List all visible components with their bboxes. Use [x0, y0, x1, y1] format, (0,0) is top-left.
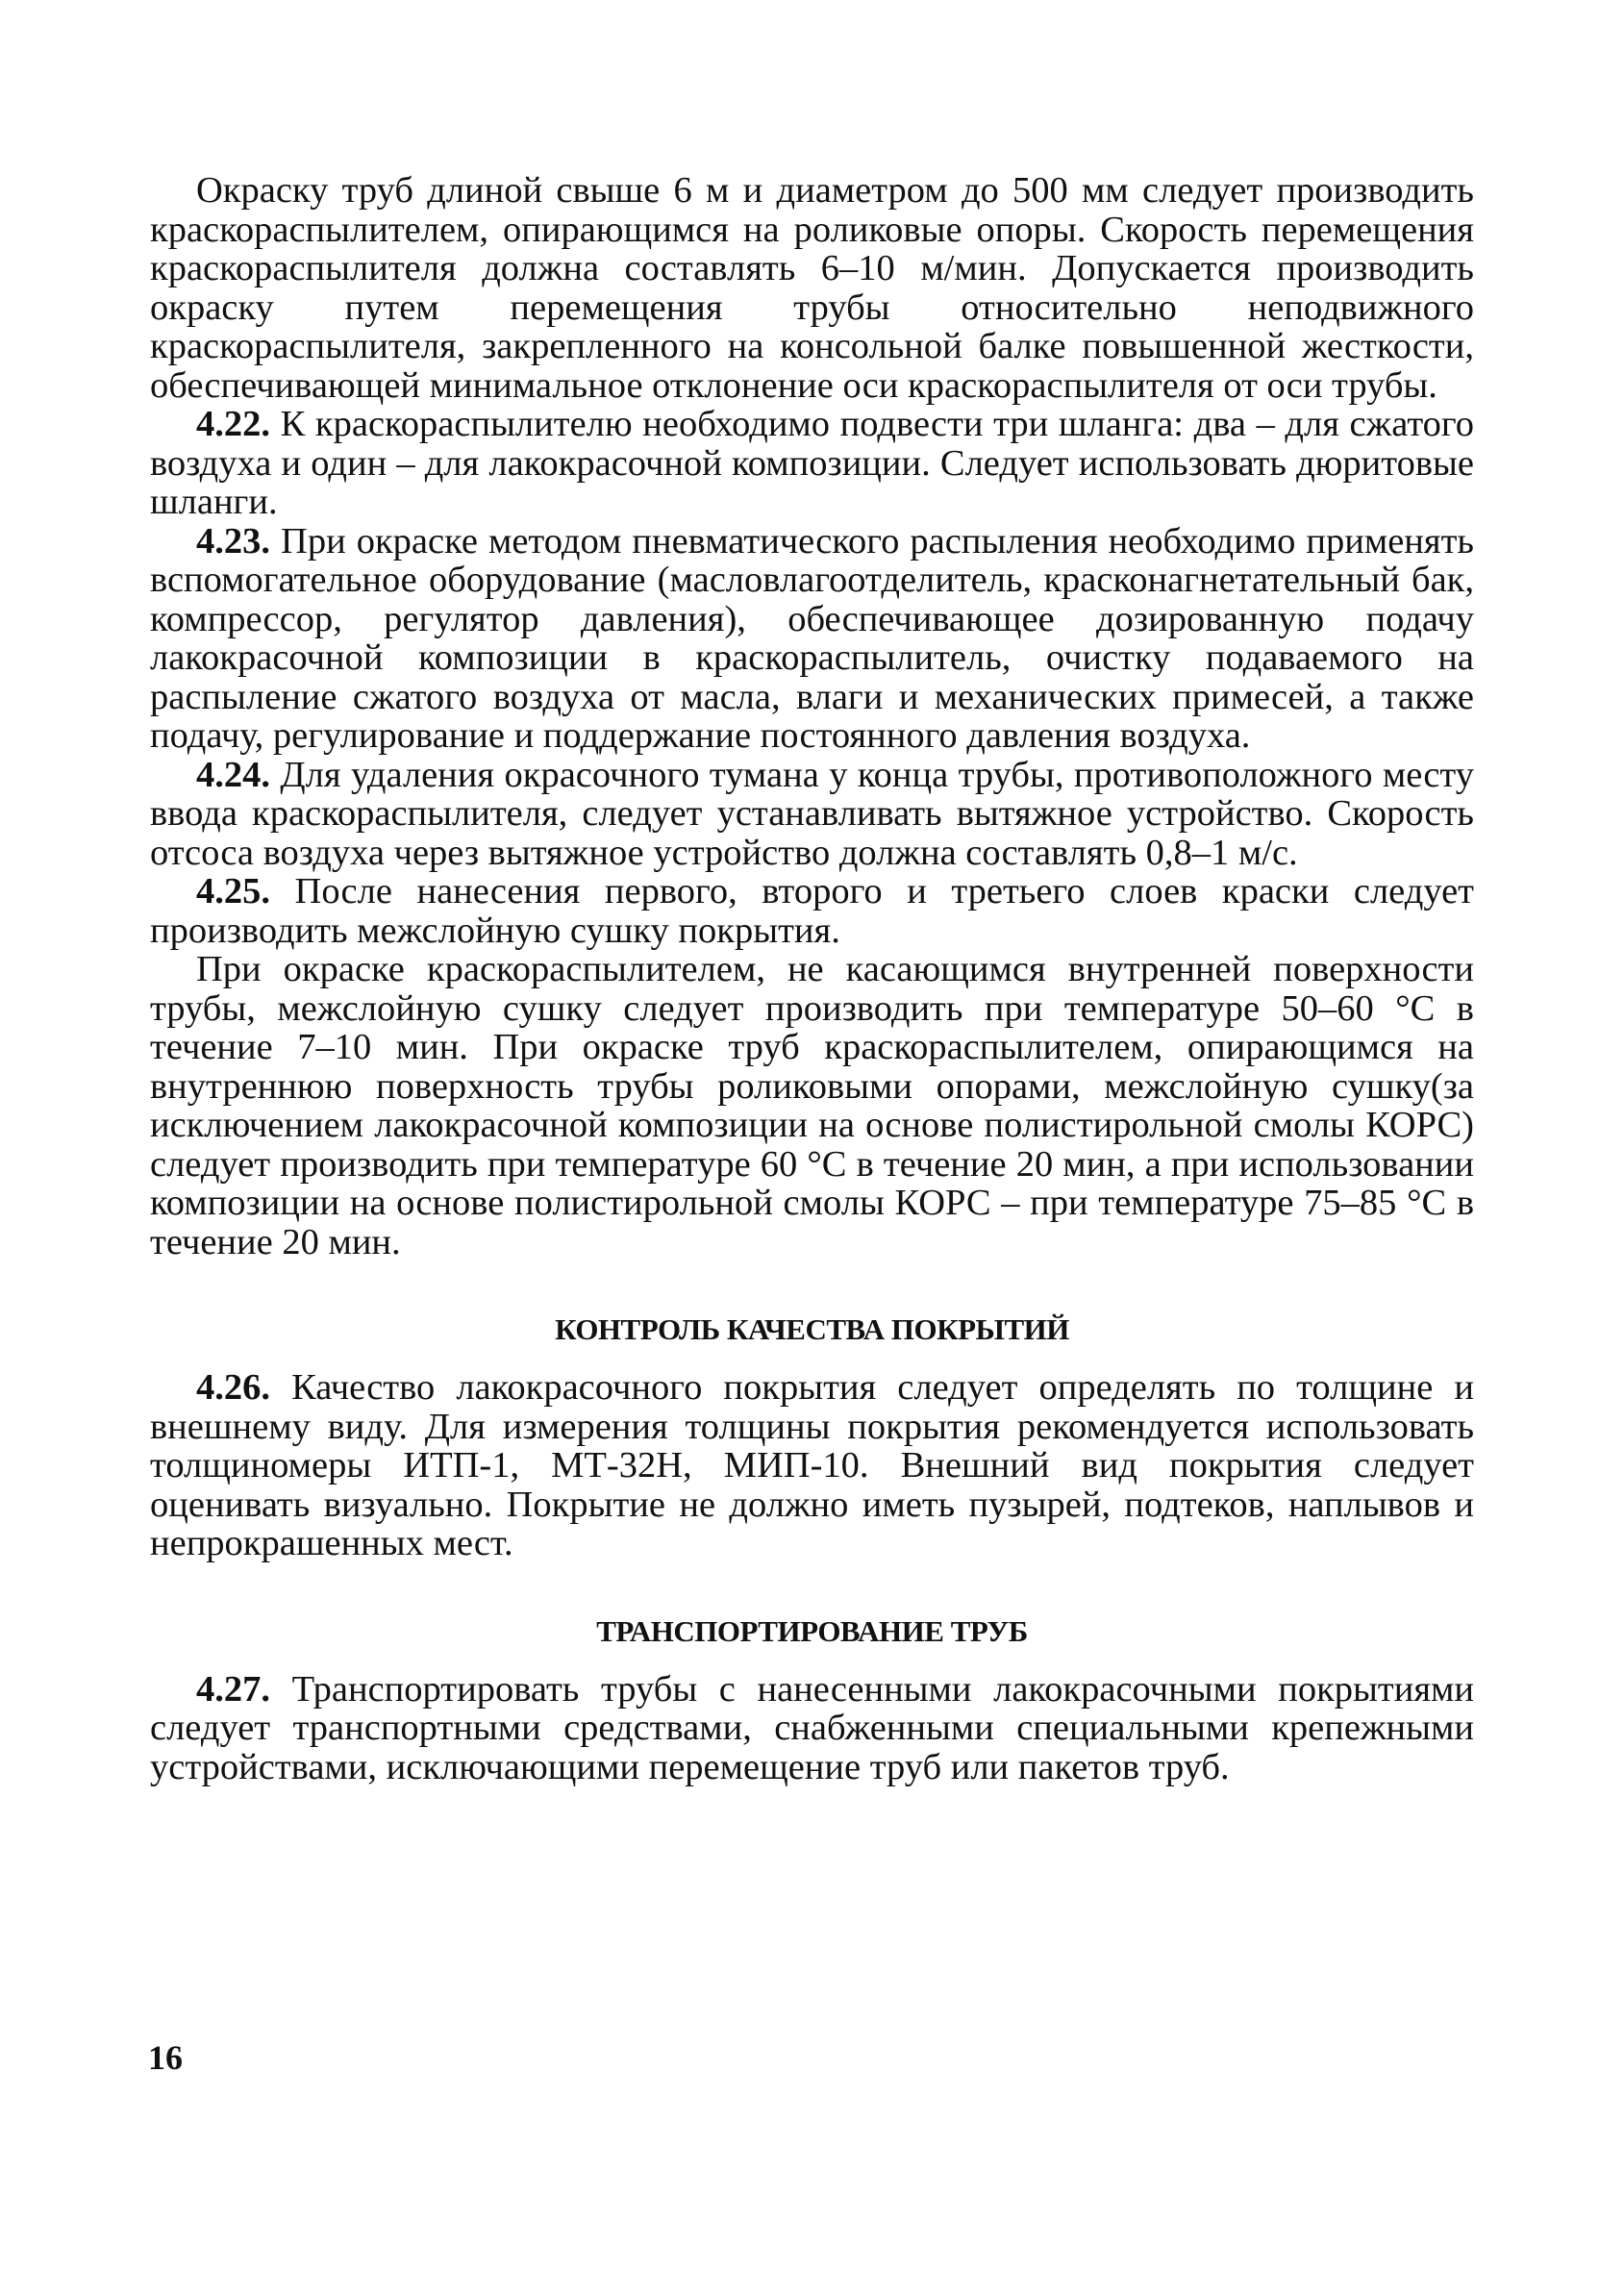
- paragraph-4-22: [150, 405, 1474, 522]
- paragraph-number: 4.23.: [196, 520, 270, 562]
- paragraph-text: После нанесения первого, второго и третьего слоев краски следует производить межслойную сушку покрытия.: [150, 871, 1474, 951]
- paragraph-text: К краскораспылителю необходимо подвести три шланга: два – для сжатого воздуха и один – для лакокрасочной композиции. Следует использовать дюритовые шланги.: [150, 404, 1474, 522]
- spacer: [150, 1349, 1474, 1368]
- paragraph-4-27: [150, 1670, 1474, 1787]
- paragraph-number: 4.25.: [196, 871, 270, 911]
- paragraph-text: Качество лакокрасочного покрытия следует определять по толщине и внешнему виду. Для измерения толщины покрытия рекомендуется использовать толщиномеры ИТП-1, МТ-32Н, МИП-10. Внешний вид покрытия следует оценивать визуально. Покрытие не должно иметь пузырей, подтеков, наплывов и непрокрашенных мест.: [150, 1367, 1474, 1563]
- paragraph-text: При окраске методом пневматического распыления необходимо применять вспомогательное оборудование (масловлагоотделитель, красконагнетательный бак, компрессор, регулятор давления), обеспечивающее дозированную подачу лакокрасочной композиции в краскораспылитель, очистку подаваемого на распыление сжатого воздуха от масла, влаги и механических примесей, а также подачу, регулирование и поддержание постоянного давления воздуха.: [150, 520, 1474, 756]
- page-number: 16: [148, 2038, 183, 2077]
- section-heading-quality-control: КОНТРОЛЬ КАЧЕСТВА ПОКРЫТИЙ: [555, 1312, 1069, 1346]
- paragraph-4-24: [150, 756, 1474, 873]
- spacer: [150, 1651, 1474, 1670]
- paragraph-4-23: [150, 522, 1474, 756]
- spacer: [150, 1563, 1474, 1612]
- paragraph-text: Транспортировать трубы с нанесенными лакокрасочными покрытиями следует транспортными средствами, снабженными специальными крепежными устройствами, исключающими перемещение труб или пакетов труб.: [150, 1668, 1474, 1787]
- paragraph-text: Для удаления окрасочного тумана у конца трубы, противоположного месту ввода краскораспылителя, следует устанавливать вытяжное устройство. Скорость отсоса воздуха через вытяжное устройство должна составлять 0,8–1 м/с.: [150, 754, 1474, 873]
- paragraph-4-26: [150, 1368, 1474, 1563]
- page-body: [150, 171, 1474, 1786]
- paragraph-number: 4.26.: [196, 1367, 270, 1408]
- paragraph-text: Окраску труб длиной свыше 6 м и диаметром до 500 мм следует производить краскораспылителем, опирающимся на роликовые опоры. Скорость перемещения краскораспылителя должна составлять 6–10 м/мин. Допускается производить окраску путем перемещения трубы относительно неподвижного краскораспылителя, закрепленного на консольной балке повышенной жесткости, обеспечивающей минимальное отклонение оси краскораспылителя от оси трубы.: [150, 170, 1474, 406]
- paragraph-text: При окраске краскораспылителем, не касающимся внутренней поверхности трубы, межслойную сушку следует производить при температуре 50–60 °С в течение 7–10 мин. При окраске труб краскораспылителем, опирающимся на внутреннюю поверхность трубы роликовыми опорами, межслойную сушку(за исключением лакокрасочной композиции на основе полистирольной смолы КОРС) следует производить при температуре 60 °С в течение 20 мин, а при использовании композиции на основе полистирольной смолы КОРС – при температуре 75–85 °С в течение 20 мин.: [150, 949, 1474, 1262]
- paragraph-number: 4.22.: [196, 404, 270, 444]
- paragraph-drying-conditions: [150, 950, 1474, 1261]
- spacer: [150, 1261, 1474, 1311]
- section-heading-transport: ТРАНСПОРТИРОВАНИЕ ТРУБ: [596, 1613, 1028, 1648]
- paragraph-number: 4.27.: [196, 1668, 270, 1710]
- paragraph-number: 4.24.: [196, 754, 270, 795]
- paragraph-4-25: [150, 872, 1474, 950]
- paragraph-pipe-painting-intro: [150, 171, 1474, 405]
